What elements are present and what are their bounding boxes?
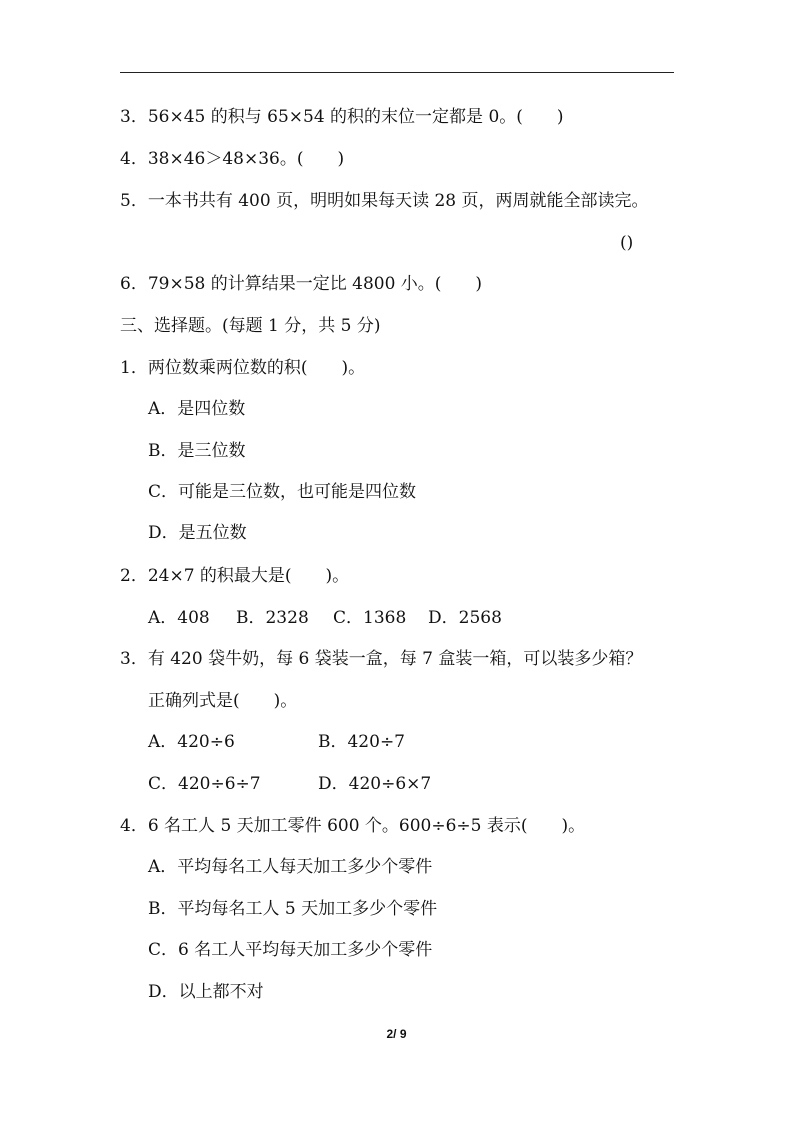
choice-question-2-option-a: A．408 (148, 608, 210, 628)
judge-question-4: 4．38×46＞48×36。( ) (120, 149, 345, 169)
choice-question-3-option-d: D．420÷6×7 (318, 774, 432, 794)
choice-question-1-option-d: D．是五位数 (148, 523, 247, 543)
judge-question-3: 3．56×45 的积与 65×54 的积的末位一定都是 0。( ) (120, 107, 564, 127)
section-heading: 三、选择题。(每题 1 分，共 5 分) (120, 316, 381, 336)
choice-question-1-option-a: A．是四位数 (148, 399, 246, 419)
header-rule (120, 72, 674, 73)
page-number: 2/ 9 (386, 1027, 407, 1041)
choice-question-3-option-c: C．420÷6÷7 (148, 774, 261, 794)
choice-question-1-stem: 1．两位数乘两位数的积( )。 (120, 358, 366, 378)
choice-question-3-option-a: A．420÷6 (148, 732, 235, 752)
choice-question-4-option-c: C．6 名工人平均每天加工多少个零件 (148, 940, 433, 960)
choice-question-1-option-b: B．是三位数 (148, 441, 246, 461)
choice-question-4-stem: 4．6 名工人 5 天加工零件 600 个。600÷6÷5 表示( )。 (120, 816, 586, 836)
choice-question-3-stem: 3．有 420 袋牛奶，每 6 袋装一盒，每 7 盒装一箱，可以装多少箱？ (120, 649, 643, 669)
choice-question-2-stem: 2．24×7 的积最大是( )。 (120, 566, 350, 586)
choice-question-2-option-d: D．2568 (428, 608, 502, 628)
choice-question-3-stem-line-2: 正确列式是( )。 (148, 691, 298, 711)
choice-question-2-option-b: B．2328 (236, 608, 309, 628)
judge-question-5: 5．一本书共有 400 页，明明如果每天读 28 页，两周就能全部读完。 (120, 191, 649, 211)
judge-question-6: 6．79×58 的计算结果一定比 4800 小。( ) (120, 274, 483, 294)
choice-question-3-option-b: B．420÷7 (318, 732, 406, 752)
judge-question-5-answer-paren: () (620, 233, 634, 253)
choice-question-4-option-d: D．以上都不对 (148, 982, 264, 1002)
choice-question-4-option-b: B．平均每名工人 5 天加工多少个零件 (148, 899, 438, 919)
choice-question-2-option-c: C．1368 (333, 608, 407, 628)
choice-question-1-option-c: C．可能是三位数，也可能是四位数 (148, 482, 417, 502)
choice-question-4-option-a: A．平均每名工人每天加工多少个零件 (148, 857, 433, 877)
